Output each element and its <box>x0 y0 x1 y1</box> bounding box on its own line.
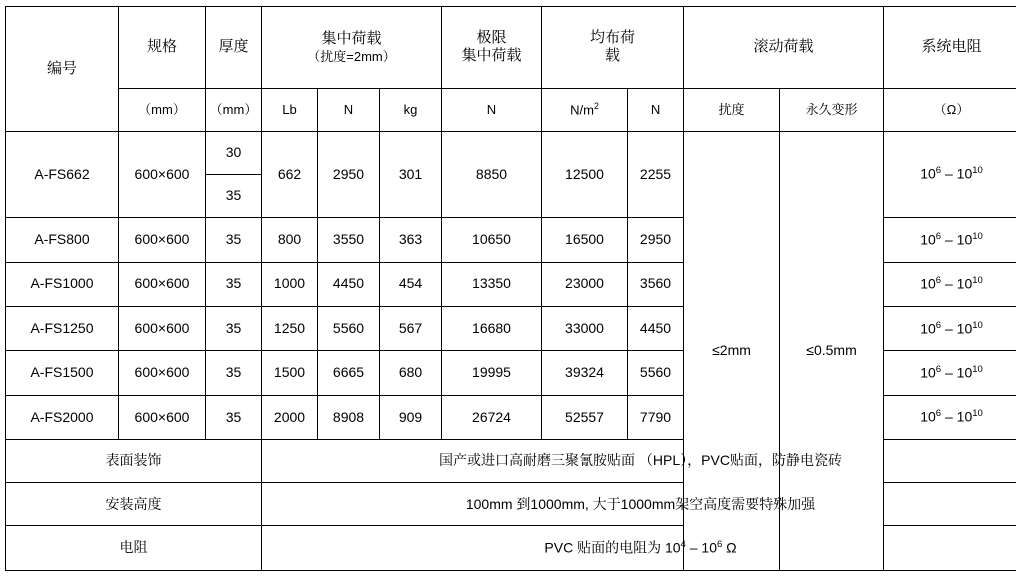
row-thickness: 35 <box>206 351 262 395</box>
header-concentrated-load <box>262 7 442 89</box>
row-ultimate: 10650 <box>442 218 542 262</box>
header-uniform-unit-n: N <box>628 88 684 131</box>
row-lb: 662 <box>262 131 318 217</box>
rolling-deflection-value: ≤2mm <box>684 131 780 570</box>
row-resistance <box>884 218 1016 262</box>
row-thickness-b: 35 <box>206 174 262 217</box>
row-uniform-n: 4450 <box>628 306 684 350</box>
row-ultimate: 8850 <box>442 131 542 217</box>
row-kg: 567 <box>380 306 442 350</box>
header-rolling-load: 滚动荷载 <box>684 7 884 89</box>
resistance-base-1: 10 <box>920 364 936 381</box>
row-uniform-nm2: 12500 <box>542 131 628 217</box>
row-thickness: 35 <box>206 395 262 439</box>
row-uniform-nm2: 33000 <box>542 306 628 350</box>
header-permanent-deformation: 永久变形 <box>780 88 884 131</box>
row-kg: 301 <box>380 131 442 217</box>
row-n: 5560 <box>318 306 380 350</box>
note-row-surface <box>6 440 1016 483</box>
row-lb: 800 <box>262 218 318 262</box>
header-spec: 规格 <box>119 7 206 89</box>
row-uniform-n: 2255 <box>628 131 684 217</box>
header-concentrated-load-title: 集中荷载 <box>321 29 382 47</box>
row-kg: 454 <box>380 262 442 306</box>
resistance-exp-2: 10 <box>972 230 983 242</box>
note-resistance-mid: 10 <box>701 539 717 556</box>
resistance-base-2: 10 <box>956 364 973 381</box>
resistance-exp-2: 10 <box>972 165 983 177</box>
note-label-resistance: 电阻 <box>6 526 262 571</box>
header-n: N <box>318 88 380 131</box>
note-value-height: 100mm 到1000mm, 大于1000mm架空高度需要特殊加强 <box>262 483 1016 526</box>
row-resistance <box>884 131 1016 217</box>
row-kg: 363 <box>380 218 442 262</box>
resistance-base-2: 10 <box>956 231 973 248</box>
row-uniform-n: 2950 <box>628 218 684 262</box>
header-deflection: 扰度 <box>684 88 780 131</box>
row-n: 6665 <box>318 351 380 395</box>
row-code: A-FS1500 <box>6 351 119 395</box>
row-code: A-FS800 <box>6 218 119 262</box>
header-uniform-unit-nm2 <box>542 88 628 131</box>
row-thickness: 35 <box>206 262 262 306</box>
resistance-dash: – <box>944 275 953 292</box>
note-row-height <box>6 483 1016 526</box>
header-uniform-unit-main: N/m <box>570 102 594 118</box>
header-thickness: 厚度 <box>206 7 262 89</box>
row-resistance <box>884 395 1016 439</box>
row-uniform-nm2: 16500 <box>542 218 628 262</box>
row-lb: 1250 <box>262 306 318 350</box>
row-n: 3550 <box>318 218 380 262</box>
row-thickness: 35 <box>206 218 262 262</box>
row-spec: 600×600 <box>119 131 206 217</box>
spec-table-container <box>5 6 1011 571</box>
row-resistance <box>884 351 1016 395</box>
header-system-resistance: 系统电阻 <box>884 7 1016 89</box>
row-lb: 1500 <box>262 351 318 395</box>
row-n: 4450 <box>318 262 380 306</box>
note-resistance-exp-2: 6 <box>716 539 723 551</box>
resistance-exp-1: 6 <box>935 363 942 375</box>
resistance-base-1: 10 <box>920 320 936 337</box>
row-resistance <box>884 262 1016 306</box>
header-uniform-load-line1: 均布荷 <box>590 28 636 46</box>
resistance-exp-1: 6 <box>935 165 942 177</box>
note-value-resistance <box>262 526 1016 571</box>
resistance-dash: – <box>944 320 953 337</box>
header-concentrated-load-note: （扰度=2mm） <box>307 48 396 64</box>
row-spec: 600×600 <box>119 395 206 439</box>
row-uniform-n: 7790 <box>628 395 684 439</box>
resistance-exp-1: 6 <box>935 319 942 331</box>
resistance-base-2: 10 <box>956 166 973 183</box>
header-resistance-unit: （Ω） <box>884 88 1016 131</box>
row-n: 8908 <box>318 395 380 439</box>
resistance-base-1: 10 <box>920 409 936 426</box>
resistance-dash: – <box>944 166 953 183</box>
row-ultimate: 13350 <box>442 262 542 306</box>
resistance-base-2: 10 <box>956 409 973 426</box>
note-label-height: 安装高度 <box>6 483 262 526</box>
floor-panel-spec-table <box>5 6 1016 571</box>
header-ultimate-unit: N <box>442 88 542 131</box>
resistance-dash: – <box>944 364 953 381</box>
row-spec: 600×600 <box>119 262 206 306</box>
row-thickness: 35 <box>206 306 262 350</box>
header-ultimate-load-line2: 集中荷载 <box>461 47 522 65</box>
resistance-exp-2: 10 <box>972 319 983 331</box>
note-value-surface: 国产或进口高耐磨三聚氰胺贴面 （HPL），PVC贴面，防静电瓷砖 <box>262 440 1016 483</box>
resistance-exp-2: 10 <box>972 408 983 420</box>
header-row-2 <box>6 88 1016 131</box>
note-resistance-suffix: Ω <box>726 539 737 556</box>
rolling-permanent-value: ≤0.5mm <box>780 131 884 570</box>
header-uniform-unit-sup: 2 <box>593 100 599 111</box>
row-ultimate: 19995 <box>442 351 542 395</box>
note-resistance-exp-1: 4 <box>680 539 686 551</box>
row-kg: 680 <box>380 351 442 395</box>
resistance-exp-2: 10 <box>972 275 983 287</box>
row-kg: 909 <box>380 395 442 439</box>
row-code: A-FS1000 <box>6 262 119 306</box>
row-uniform-nm2: 23000 <box>542 262 628 306</box>
row-spec: 600×600 <box>119 306 206 350</box>
table-row <box>6 131 1016 174</box>
header-thickness-unit: （mm） <box>206 88 262 131</box>
row-code: A-FS662 <box>6 131 119 217</box>
header-uniform-load-line2: 载 <box>605 47 621 65</box>
row-spec: 600×600 <box>119 351 206 395</box>
row-uniform-nm2: 52557 <box>542 395 628 439</box>
header-code: 编号 <box>6 7 119 132</box>
header-spec-unit: （mm） <box>119 88 206 131</box>
note-label-surface: 表面装饰 <box>6 440 262 483</box>
row-n: 2950 <box>318 131 380 217</box>
resistance-base-2: 10 <box>956 320 973 337</box>
resistance-dash: – <box>944 409 953 426</box>
header-row-1 <box>6 7 1016 89</box>
resistance-base-2: 10 <box>956 275 973 292</box>
row-lb: 2000 <box>262 395 318 439</box>
row-resistance <box>884 306 1016 350</box>
row-code: A-FS1250 <box>6 306 119 350</box>
note-resistance-dash: – <box>689 539 698 556</box>
row-uniform-nm2: 39324 <box>542 351 628 395</box>
row-uniform-n: 3560 <box>628 262 684 306</box>
header-ultimate-load <box>442 7 542 89</box>
resistance-base-1: 10 <box>920 166 936 183</box>
resistance-exp-1: 6 <box>935 408 942 420</box>
header-kg: kg <box>380 88 442 131</box>
resistance-dash: – <box>944 231 953 248</box>
note-row-resistance <box>6 526 1016 571</box>
row-spec: 600×600 <box>119 218 206 262</box>
note-resistance-prefix: PVC 贴面的电阻为 10 <box>544 539 681 556</box>
resistance-exp-1: 6 <box>935 230 942 242</box>
row-code: A-FS2000 <box>6 395 119 439</box>
row-thickness-a: 30 <box>206 131 262 174</box>
row-ultimate: 26724 <box>442 395 542 439</box>
row-uniform-n: 5560 <box>628 351 684 395</box>
header-lb: Lb <box>262 88 318 131</box>
header-ultimate-load-line1: 极限 <box>476 28 507 46</box>
row-lb: 1000 <box>262 262 318 306</box>
resistance-exp-1: 6 <box>935 275 942 287</box>
resistance-exp-2: 10 <box>972 363 983 375</box>
resistance-base-1: 10 <box>920 231 936 248</box>
header-uniform-load <box>542 7 684 89</box>
row-ultimate: 16680 <box>442 306 542 350</box>
resistance-base-1: 10 <box>920 275 936 292</box>
